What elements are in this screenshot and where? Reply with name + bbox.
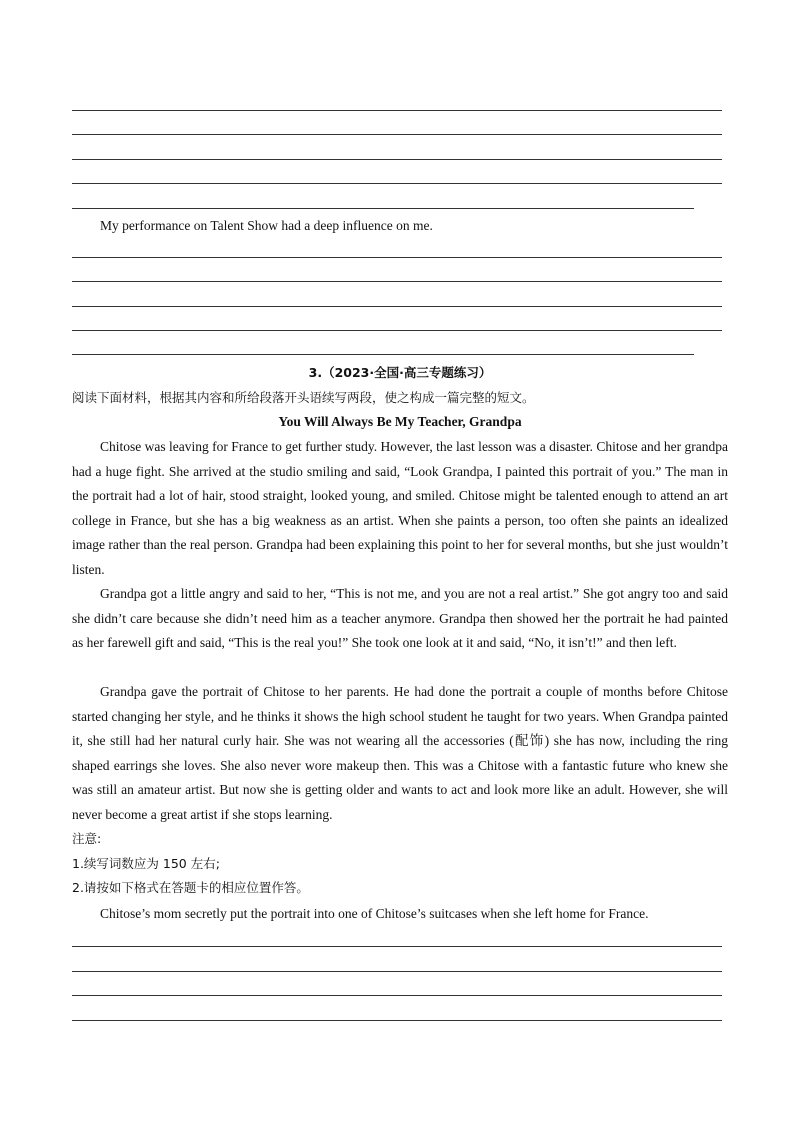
passage-paragraph-3: Grandpa gave the portrait of Chitose to her parents. He had done the portrait a couple of months before Chitose started changing her style, and he thinks it shows the high school student he taught for two years. When Grandpa painted it, she still had her natural curly hair. She was not wearing all the accessories (配饰) she has now, including the ring shaped earrings she loves. She also never wore makeup then. This was a Chitose with a fantastic future who knew she was still an amateur artist. But now she is getting older and wants to act and look more like an adult. However, she will never become a great artist if she stops learning. xyxy=(72,684,728,822)
answer-line xyxy=(72,183,722,184)
answer-line xyxy=(72,134,722,135)
answer-line xyxy=(72,354,694,355)
answer-line xyxy=(72,159,722,160)
note-item-1: 1.续写词数应为 150 左右; xyxy=(72,856,220,871)
section-heading: 3.（2023·全国·高三专题练习） xyxy=(308,365,492,380)
answer-line xyxy=(72,1020,722,1021)
answer-line xyxy=(72,306,722,307)
answer-line xyxy=(72,971,722,972)
note-item-2: 2.请按如下格式在答题卡的相应位置作答。 xyxy=(72,880,309,895)
answer-line xyxy=(72,110,722,111)
answer-line xyxy=(72,281,722,282)
passage-paragraph-1: Chitose was leaving for France to get further study. However, the last lesson was a disaster. Chitose and her grandpa had a huge fight. She arrived at the studio smiling and said, “Look Grandpa, I painted this portrait of you.” The man in the portrait had a lot of hair, stood straight, looked young, and smiled. Chitose might be talented enough to attend an art college in France, but she has a big weakness as an artist. When she paints a person, too often she paints an idealized image rather than the real person. Grandpa had been explaining this point to her for several months, but she just wouldn’t listen. xyxy=(72,439,728,577)
passage-paragraph-2: Grandpa got a little angry and said to her, “This is not me, and you are not a real artist.” She got angry too and said she didn’t care because she didn’t need him as a teacher anymore. Grandpa then showed her the portrait he had painted as her farewell gift and said, “This is the real you!” She took one look at it and said, “No, it isn’t!” and then left. xyxy=(72,586,728,651)
answer-line xyxy=(72,208,694,209)
answer-line xyxy=(72,330,722,331)
instruction-text: 阅读下面材料，根据其内容和所给段落开头语续写两段，使之构成一篇完整的短文。 xyxy=(72,390,535,405)
passage-title: You Will Always Be My Teacher, Grandpa xyxy=(278,414,522,429)
note-label: 注意: xyxy=(72,831,102,846)
answer-line xyxy=(72,995,722,996)
answer-line xyxy=(72,257,722,258)
paragraph-prompt-start: Chitose’s mom secretly put the portrait into one of Chitose’s suitcases when she left home for France. xyxy=(100,906,649,921)
answer-line xyxy=(72,946,722,947)
paragraph-prompt-2: My performance on Talent Show had a deep influence on me. xyxy=(100,218,433,233)
